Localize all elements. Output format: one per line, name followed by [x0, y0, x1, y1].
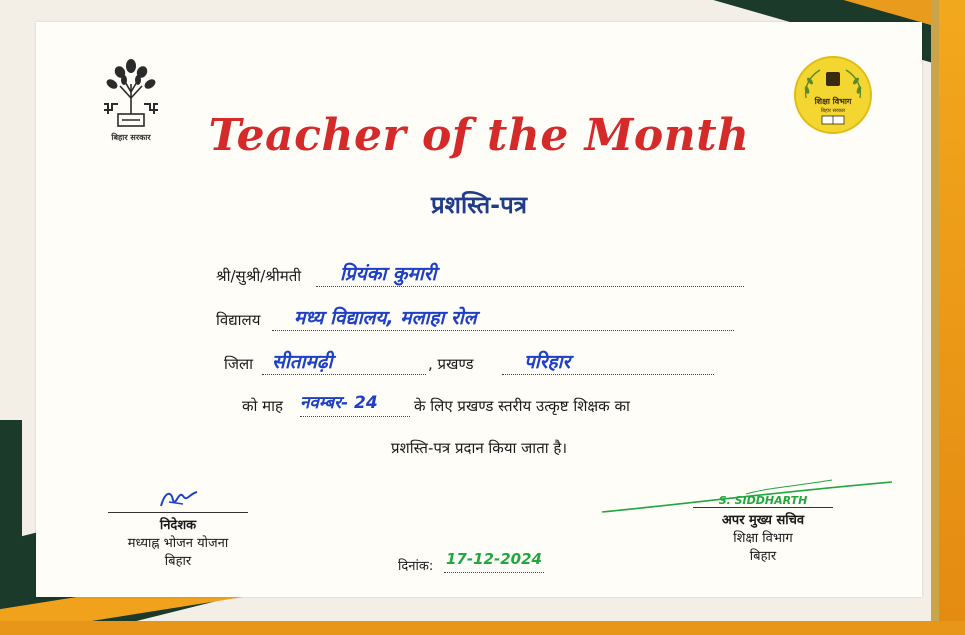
- date-dotted-line: [444, 572, 544, 573]
- month-suffix: के लिए प्रखण्ड स्तरीय उत्कृष्ट शिक्षक का: [414, 397, 630, 415]
- seal-title: शिक्षा विभाग: [814, 97, 852, 106]
- director-signature-icon: [153, 486, 203, 512]
- secretary-signature-block: [688, 494, 838, 564]
- district-dotted-line: [262, 374, 426, 375]
- secretary-title: अपर मुख्य सचिव: [721, 513, 805, 528]
- secretary-sign-text: S. SIDDHARTH: [718, 494, 808, 507]
- block-label: , प्रखण्ड: [428, 355, 474, 373]
- school-value: मध्य विद्यालय, मलाहा रोल: [294, 307, 477, 329]
- name-dotted-line: [316, 286, 744, 287]
- director-state: बिहार: [164, 554, 192, 569]
- emblem-caption: बिहार सरकार: [111, 133, 151, 142]
- month-dotted-line: [300, 416, 410, 417]
- closing-line: प्रशस्ति-पत्र प्रदान किया जाता है।: [390, 439, 568, 457]
- border-band-right-inner: [931, 0, 939, 635]
- month-prefix: को माह: [242, 397, 283, 415]
- secretary-dept: शिक्षा विभाग: [733, 531, 793, 546]
- director-dept: मध्याह्न भोजन योजना: [127, 536, 229, 551]
- name-row: [216, 266, 301, 286]
- name-label: श्री/सुश्री/श्रीमती: [216, 267, 302, 285]
- border-band-bottom-edge: [0, 621, 965, 635]
- border-band-right-gold: [939, 0, 965, 635]
- school-label: विद्यालय: [216, 311, 261, 329]
- secretary-state: बिहार: [749, 549, 777, 564]
- name-value: प्रियंका कुमारी: [340, 263, 437, 285]
- district-value: सीतामढ़ी: [272, 351, 333, 373]
- certificate-title: Teacher of the Month: [208, 110, 750, 161]
- certificate-subtitle: प्रशस्ति-पत्र: [430, 191, 528, 219]
- director-signature-block: [98, 486, 258, 569]
- seal-subtitle: बिहार सरकार: [820, 108, 846, 114]
- certificate-card: [36, 22, 922, 597]
- director-sign-line: [108, 512, 248, 513]
- month-value: नवम्बर- 24: [300, 393, 378, 413]
- school-dotted-line: [272, 330, 734, 331]
- district-label: जिला: [224, 355, 254, 373]
- block-dotted-line: [502, 374, 714, 375]
- director-title: निदेशक: [159, 518, 197, 533]
- date-value: 17-12-2024: [446, 550, 542, 568]
- date-label: दिनांक:: [398, 559, 434, 574]
- block-value: परिहार: [524, 351, 571, 373]
- secretary-sign-line: [693, 507, 833, 508]
